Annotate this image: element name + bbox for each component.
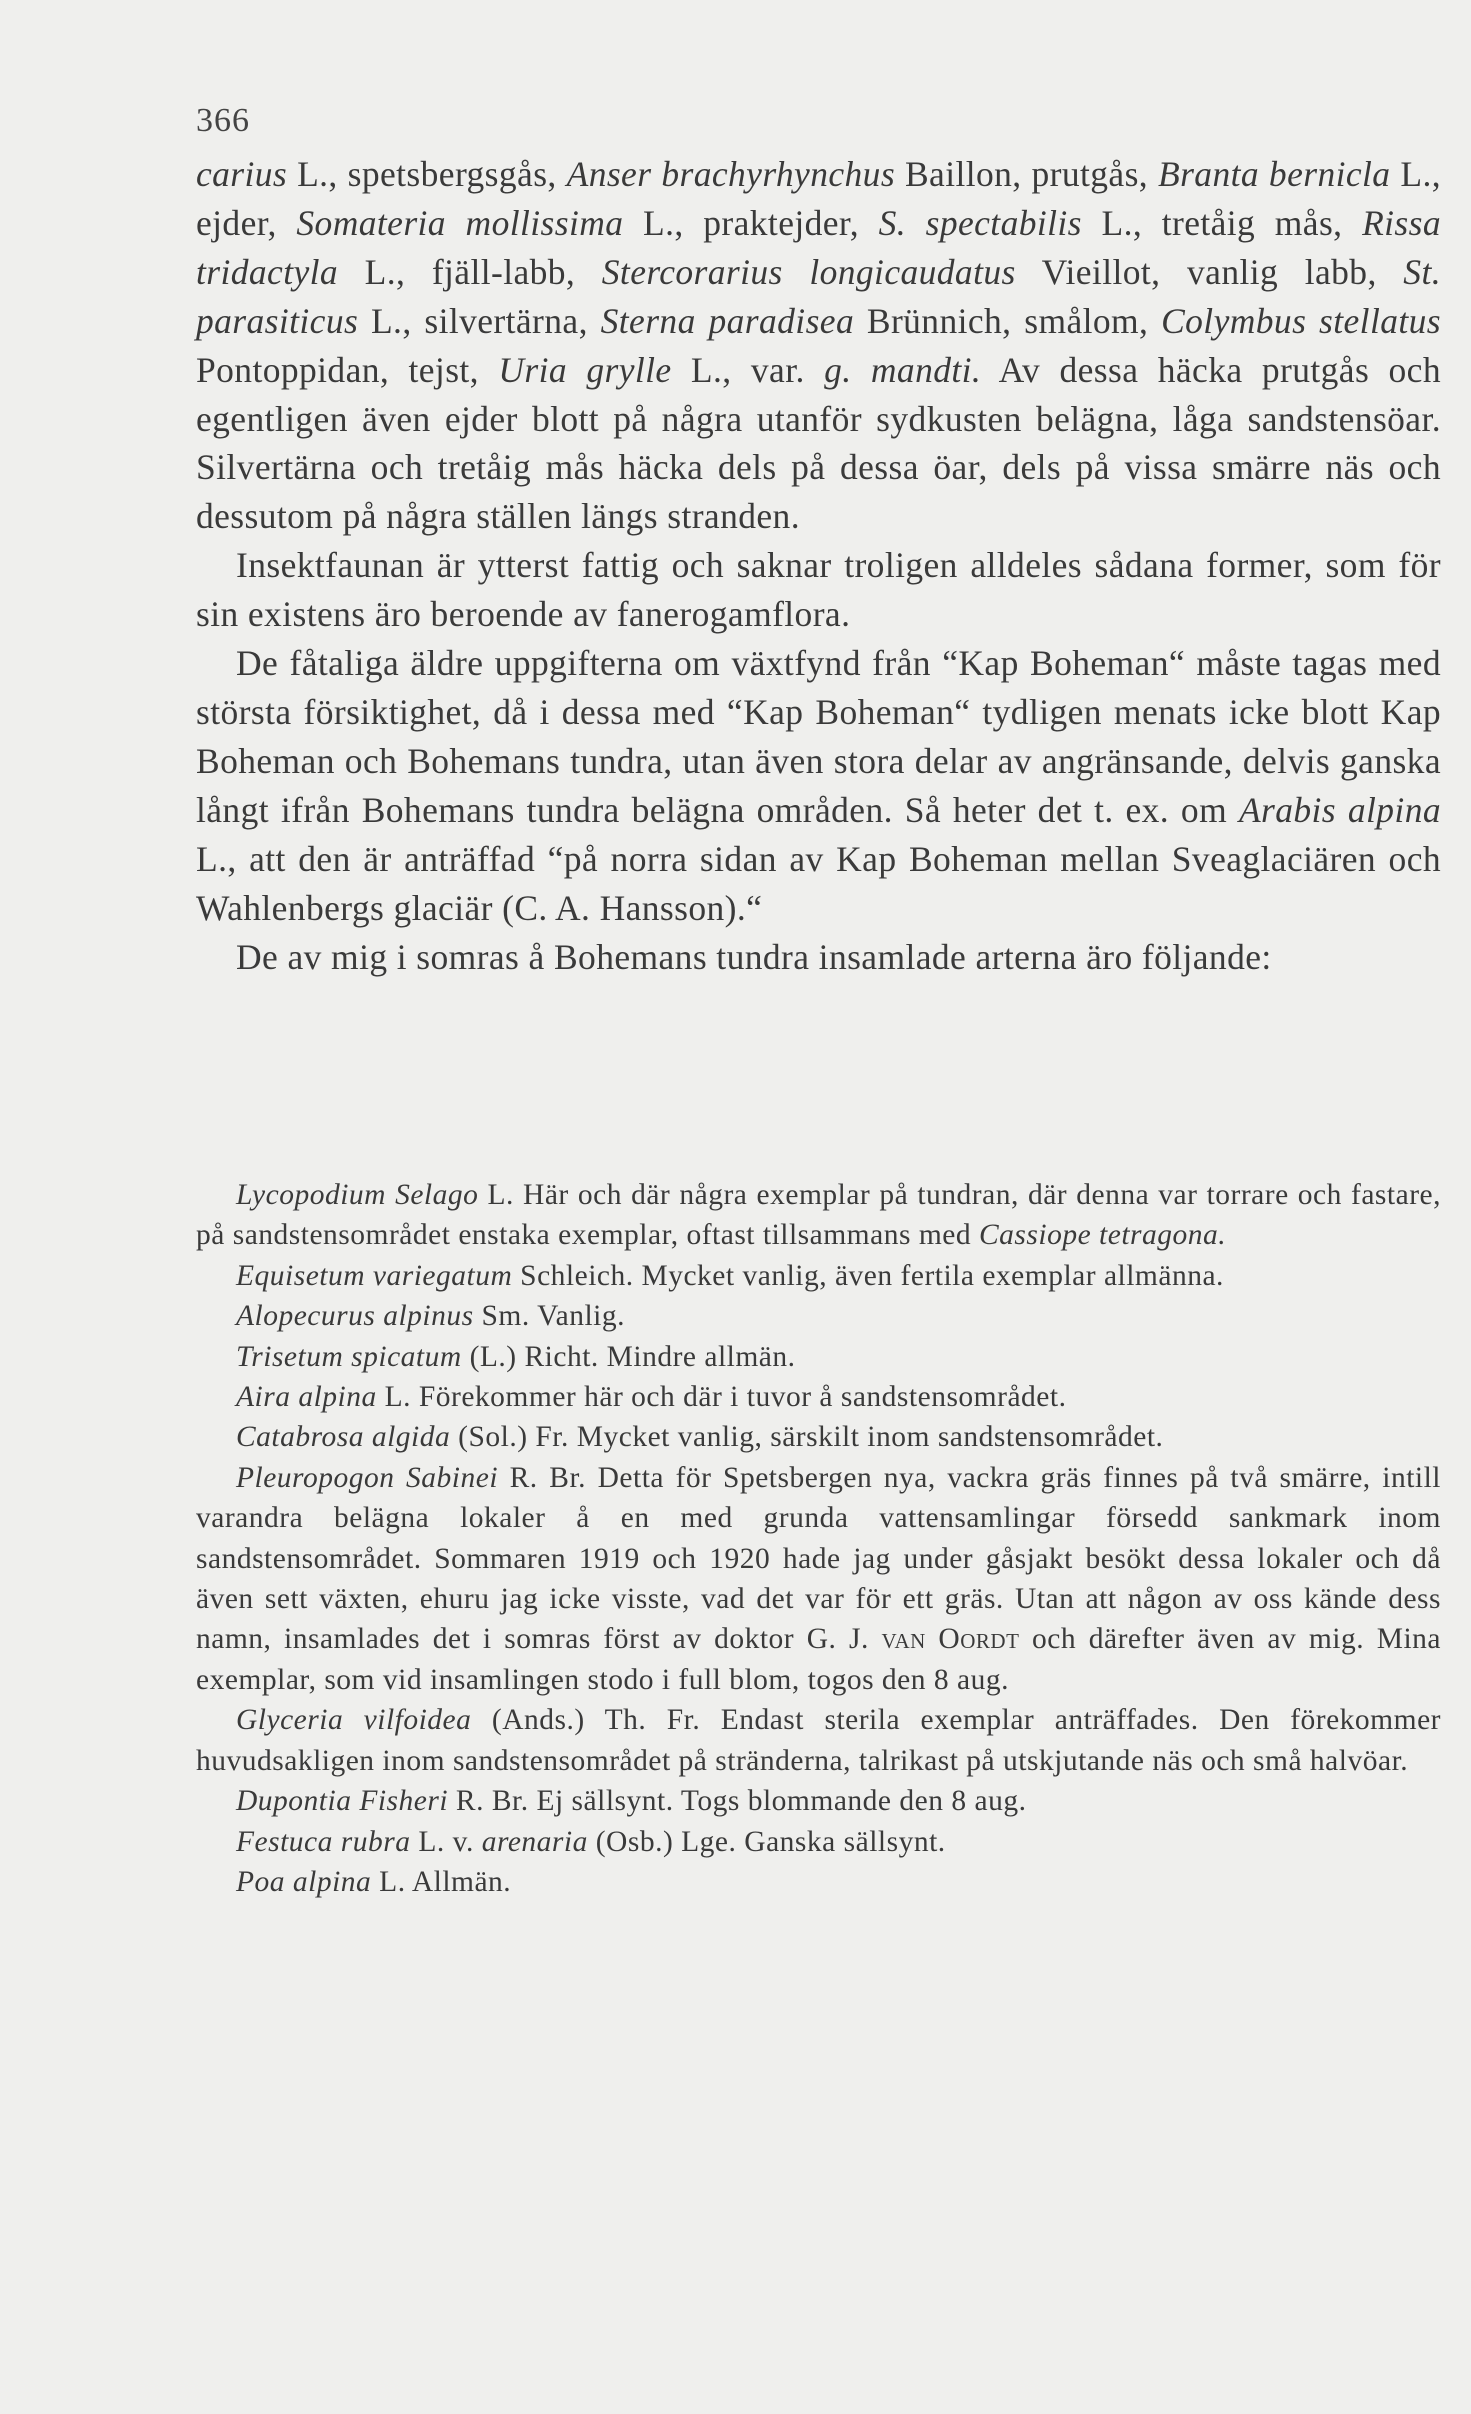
taxon-name: Equisetum variegatum bbox=[236, 1259, 513, 1292]
text-run: L. Allmän. bbox=[371, 1865, 512, 1898]
taxon-name: S. spectabilis bbox=[878, 202, 1082, 243]
species-list bbox=[196, 1175, 1441, 1902]
text-run: och därefter även av mig. Mina exemplar, som vid insamlingen stodo i full blom, togos den 8 aug. bbox=[196, 1623, 1442, 1696]
text-run: L., att den är anträffad “på norra sidan av Kap Boheman mellan Sveaglaciären och Wahlenbergs glaciär (C. A. Hansson).“ bbox=[196, 838, 1441, 928]
text-run: L. Här och där några exemplar på tundran, där denna var torrare och fastare, på sandstensområdet enstaka exemplar, oftast tillsammans med bbox=[196, 1179, 1441, 1252]
taxon-name: Somateria mollissima bbox=[296, 202, 624, 243]
text-run: (Osb.) Lge. Ganska sällsynt. bbox=[587, 1825, 946, 1858]
text-run: L., spetsbergsgås, bbox=[287, 154, 567, 194]
text-run: L. v. bbox=[410, 1825, 482, 1858]
taxon-name: Rissa tridactyla bbox=[196, 202, 1441, 292]
text-run: L., tretåig mås, bbox=[1081, 202, 1363, 243]
species-entry-catabrosa bbox=[196, 1417, 1441, 1457]
text-run: Insektfaunan är ytterst fattig och saknar troligen alldeles sådana former, som för sin existens äro beroende av fanerogamflora. bbox=[196, 545, 1441, 635]
taxon-name: Poa alpina bbox=[236, 1865, 372, 1898]
text-run: L., fjäll-labb, bbox=[338, 251, 602, 292]
species-entry-alopecurus bbox=[196, 1296, 1441, 1336]
taxon-name: Arabis alpina bbox=[1238, 789, 1441, 830]
text-run: De fåtaliga äldre uppgifterna om växtfynd från “Kap Boheman“ måste tagas med största försiktighet, då i dessa med “Kap Boheman“ tydligen menats icke blott Kap Boheman och Bohemans tundra, utan även stora delar av angränsande, delvis ganska långt ifrån Bohemans tundra belägna områden. Så heter det t. ex. om bbox=[196, 643, 1441, 830]
text-run: L., ejder, bbox=[196, 154, 1442, 243]
species-entry-trisetum bbox=[196, 1337, 1441, 1377]
text-run: Av dessa häcka prutgås och egentligen även ejder blott på några utanför sydkusten belägna, låga sandstensöar. Silvertärna och tretåig mås häcka dels på dessa öar, dels på vissa smärre näs och dessutom på några ställen längs stranden. bbox=[196, 349, 1441, 537]
taxon-name: Cassiope tetragona. bbox=[979, 1219, 1227, 1252]
taxon-name: Lycopodium Selago bbox=[236, 1179, 479, 1211]
species-entry-equisetum bbox=[196, 1256, 1441, 1296]
text-run: L. Förekommer här och där i tuvor å sandstensområdet. bbox=[376, 1381, 1067, 1414]
text-run: L., silvertärna, bbox=[358, 300, 601, 341]
taxon-name: Aira alpina bbox=[236, 1381, 377, 1414]
text-run: (Sol.) Fr. Mycket vanlig, särskilt inom sandstensområdet. bbox=[450, 1421, 1164, 1454]
text-run: (Ands.) Th. Fr. Endast sterila exemplar anträffades. Den förekommer huvudsakligen inom sandstensområdet på stränderna, talrikast på utskjutande näs och små halvöar. bbox=[196, 1704, 1441, 1777]
species-entry-pleuropogon bbox=[196, 1458, 1441, 1700]
species-entry-dupontia bbox=[196, 1781, 1441, 1821]
paragraph-insect-fauna bbox=[196, 541, 1441, 639]
taxon-name: Sterna paradisea bbox=[600, 300, 855, 341]
taxon-name: Pleuropogon Sabinei bbox=[236, 1461, 499, 1494]
species-entry-glyceria bbox=[196, 1700, 1441, 1781]
taxon-name: St. parasiticus bbox=[196, 251, 1441, 341]
body-text bbox=[196, 150, 1441, 981]
species-entry-lycopodium bbox=[196, 1175, 1441, 1256]
author-name: van Oordt bbox=[881, 1623, 1020, 1656]
paragraph-list-intro bbox=[196, 933, 1441, 982]
text-run: De av mig i somras å Bohemans tundra insamlade arterna äro följande: bbox=[236, 936, 1272, 977]
taxon-name: carius bbox=[196, 154, 288, 194]
taxon-name: Alopecurus alpinus bbox=[236, 1300, 474, 1333]
page-number: 366 bbox=[196, 102, 250, 139]
text-run: Baillon, prutgås, bbox=[895, 154, 1158, 194]
taxon-name: Colymbus stellatus bbox=[1161, 300, 1441, 341]
taxon-name: Anser brachyrhynchus bbox=[566, 154, 896, 194]
text-run: R. Br. Ej sällsynt. Togs blommande den 8 aug. bbox=[448, 1785, 1027, 1818]
taxon-name: Trisetum spicatum bbox=[236, 1340, 462, 1373]
text-run: Pontoppidan, tejst, bbox=[196, 349, 499, 390]
text-run: Schleich. Mycket vanlig, även fertila exemplar allmänna. bbox=[512, 1259, 1224, 1292]
taxon-name: Catabrosa algida bbox=[236, 1421, 451, 1454]
taxon-name: g. mandti. bbox=[824, 349, 982, 390]
taxon-name: Uria grylle bbox=[498, 349, 672, 390]
taxon-name: Dupontia Fisheri bbox=[236, 1785, 449, 1818]
text-run: Brünnich, smålom, bbox=[854, 300, 1162, 341]
paragraph-bird-list bbox=[196, 150, 1441, 541]
species-entry-festuca bbox=[196, 1822, 1441, 1862]
text-run: R. Br. Detta för Spetsbergen nya, vackra gräs finnes på två smärre, intill varandra belägna lokaler å en med grunda vattensamlingar försedd sankmark inom sandstensområdet. Sommaren 1919 och 1920 hade jag under gåsjakt besökt dessa lokaler och då även sett växten, ehuru jag icke visste, vad det var för ett gräs. Utan att någon av oss kände dess namn, insamlades det i somras först av doktor G. J. bbox=[196, 1461, 1442, 1656]
text-run: (L.) Richt. Mindre allmän. bbox=[461, 1340, 796, 1373]
taxon-name: Glyceria vilfoidea bbox=[236, 1704, 472, 1737]
species-entry-aira bbox=[196, 1377, 1441, 1417]
text-run: Vieillot, vanlig labb, bbox=[1015, 251, 1404, 292]
taxon-name: Branta bernicla bbox=[1158, 154, 1391, 194]
text-run: Sm. Vanlig. bbox=[473, 1300, 625, 1333]
paragraph-older-records bbox=[196, 639, 1441, 932]
taxon-name: Stercorarius longicaudatus bbox=[601, 251, 1016, 292]
text-run: L., var. bbox=[671, 349, 825, 390]
taxon-name: arenaria bbox=[481, 1825, 588, 1858]
taxon-name: Festuca rubra bbox=[236, 1825, 411, 1858]
species-entry-poa bbox=[196, 1862, 1441, 1902]
text-run: L., praktejder, bbox=[623, 202, 879, 243]
